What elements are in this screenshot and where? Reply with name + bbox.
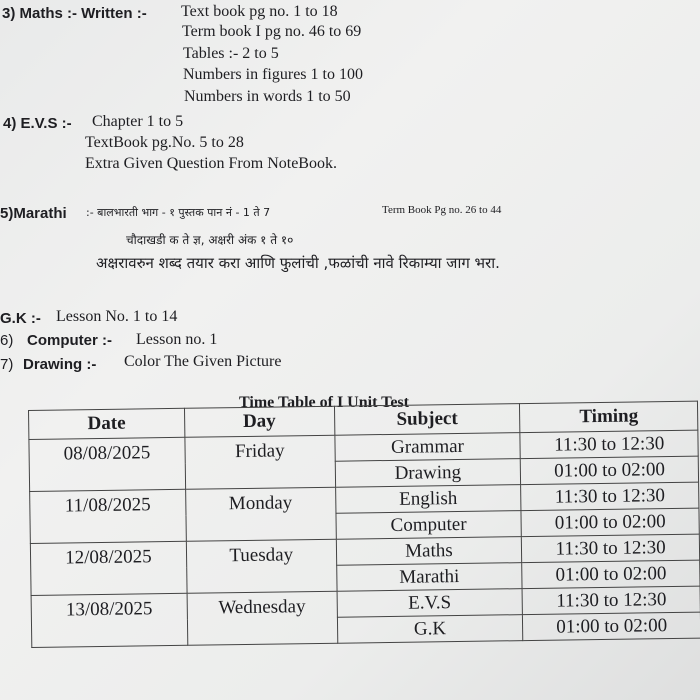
timing-cell: 11:30 to 12:30 (522, 586, 700, 614)
computer-number: 6) (0, 332, 14, 349)
maths-item: Numbers in figures 1 to 100 (183, 66, 363, 83)
timing-cell: 01:00 to 02:00 (521, 508, 699, 536)
subject-cell: G.K (337, 615, 523, 644)
subject-cell: E.V.S (337, 589, 523, 618)
header-date: Date (29, 408, 185, 439)
timing-cell: 01:00 to 02:00 (522, 560, 700, 588)
timing-cell: 11:30 to 12:30 (520, 430, 698, 458)
timetable (28, 401, 700, 648)
evs-item: Chapter 1 to 5 (92, 113, 184, 130)
day-cell: Monday (185, 487, 336, 541)
maths-item: Numbers in words 1 to 50 (184, 88, 351, 105)
gk-heading: G.K :- (0, 310, 41, 327)
day-cell: Friday (185, 435, 336, 489)
timing-cell: 01:00 to 02:00 (523, 612, 700, 640)
maths-item: Term book I pg no. 46 to 69 (182, 23, 362, 40)
gk-value: Lesson No. 1 to 14 (56, 308, 178, 325)
marathi-line-1: :- बालभारती भाग - १ पुस्तक पान नं - 1 ते 7 (86, 206, 271, 219)
marathi-line-3: अक्षरावरुन शब्द तयार करा आणि फुलांची ,फळांची नावे रिकाम्या जाग भरा. (96, 254, 500, 272)
header-day: Day (184, 406, 334, 437)
day-cell: Wednesday (187, 591, 338, 645)
date-cell: 08/08/2025 (29, 437, 186, 491)
evs-item: Extra Given Question From NoteBook. (85, 155, 337, 172)
timing-cell: 11:30 to 12:30 (521, 482, 699, 510)
timing-cell: 11:30 to 12:30 (522, 534, 700, 562)
marathi-line-1-term-book: Term Book Pg no. 26 to 44 (382, 204, 502, 216)
header-timing: Timing (520, 401, 698, 432)
date-cell: 13/08/2025 (31, 593, 188, 647)
marathi-line-2: चौदाखडी क ते ज्ञ, अक्षरी अंक १ ते १० (126, 233, 294, 247)
date-cell: 12/08/2025 (30, 541, 187, 595)
subject-cell: English (335, 485, 521, 514)
maths-item: Tables :- 2 to 5 (183, 45, 279, 62)
subject-cell: Maths (336, 537, 522, 566)
day-cell: Tuesday (186, 539, 337, 593)
subject-cell: Computer (336, 511, 522, 540)
timetable-title: Time Table of I Unit Test (239, 394, 409, 411)
computer-heading: Computer :- (27, 332, 112, 349)
subject-cell: Drawing (335, 459, 521, 488)
maths-item: Text book pg no. 1 to 18 (181, 3, 338, 20)
evs-item: TextBook pg.No. 5 to 28 (85, 134, 244, 151)
subject-cell: Grammar (334, 433, 520, 462)
computer-value: Lesson no. 1 (136, 331, 218, 348)
evs-heading: 4) E.V.S :- (3, 115, 72, 132)
drawing-heading: Drawing :- (23, 356, 97, 373)
timing-cell: 01:00 to 02:00 (521, 456, 699, 484)
drawing-value: Color The Given Picture (124, 353, 282, 370)
drawing-number: 7) (0, 356, 14, 373)
date-cell: 11/08/2025 (30, 489, 187, 543)
header-subject: Subject (334, 404, 520, 436)
marathi-heading: 5)Marathi (0, 205, 67, 222)
subject-cell: Marathi (336, 563, 522, 592)
maths-heading: 3) Maths :- Written :- (2, 5, 147, 22)
